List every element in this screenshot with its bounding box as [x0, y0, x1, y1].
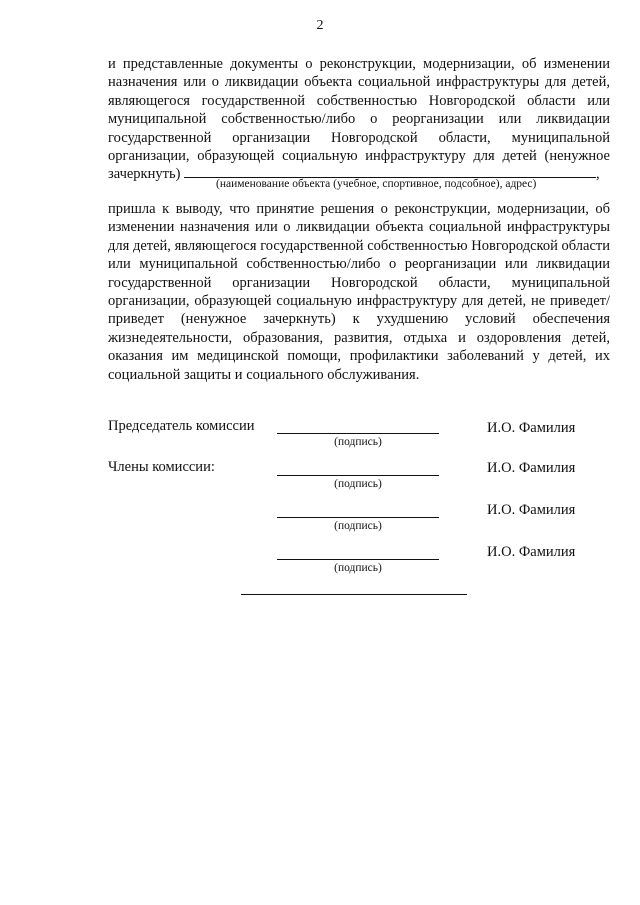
members-label: Члены комиссии:: [108, 459, 215, 475]
chairman-name: И.О. Фамилия: [487, 420, 576, 436]
signature-line: [277, 433, 439, 434]
signature-caption: (подпись): [334, 478, 382, 490]
object-name-blank: [184, 165, 596, 178]
chairman-label: Председатель комиссии: [108, 418, 255, 434]
member-name: И.О. Фамилия: [487, 544, 576, 560]
signature-caption: (подпись): [334, 520, 382, 532]
member-name: И.О. Фамилия: [487, 460, 576, 476]
end-rule: [241, 594, 467, 595]
paragraph-intro: и представленные документы о реконструкции, модернизации, об изменении назначения или о ликвидации объекта социальной инфраструктуры для детей, являющегося государственной собственностью Новгородской области или муниципальной собственностью/либо о реорганизации или ликвидации государственной организации Новгородской области, муниципальной организации, образующей социальную инфраструктуру для детей (ненужное зачеркнуть) ,: [108, 56, 610, 183]
paragraph-intro-text: и представленные документы о реконструкции, модернизации, об изменении назначения или о ликвидации объекта социальной инфраструктуры для детей, являющегося государственной собственностью Новгородской области или муниципальной собственностью/либо о реорганизации или ликвидации государственной организации Новгородской области, муниципальной организации, образующей социальную инфраструктуру для детей (ненужное зачеркнуть): [108, 56, 610, 183]
object-caption: (наименование объекта (учебное, спортивное, подсобное), адрес): [216, 178, 537, 190]
signature-line: [277, 559, 439, 560]
page-number: 2: [316, 18, 324, 33]
signature-caption: (подпись): [334, 562, 382, 574]
signature-line: [277, 517, 439, 518]
member-name: И.О. Фамилия: [487, 502, 576, 518]
signature-line: [277, 475, 439, 476]
signature-caption: (подпись): [334, 436, 382, 448]
paragraph-conclusion: пришла к выводу, что принятие решения о реконструкции, модернизации, об изменении назначения или о ликвидации объекта социальной инфраструктуры для детей, являющегося государственной собственностью Новгородской области или муниципальной собственностью/либо о реорганизации или ликвидации государственной организации Новгородской области, муниципальной организации, образующей социальную инфраструктуру для детей, не приведет/приведет (ненужное зачеркнуть) к ухудшению условий обеспечения жизнедеятельности, образования, развития, отдыха и оздоровления детей, оказания им медицинской помощи, профилактики заболеваний у детей, их социальной защиты и социального обслуживания.: [108, 201, 610, 383]
